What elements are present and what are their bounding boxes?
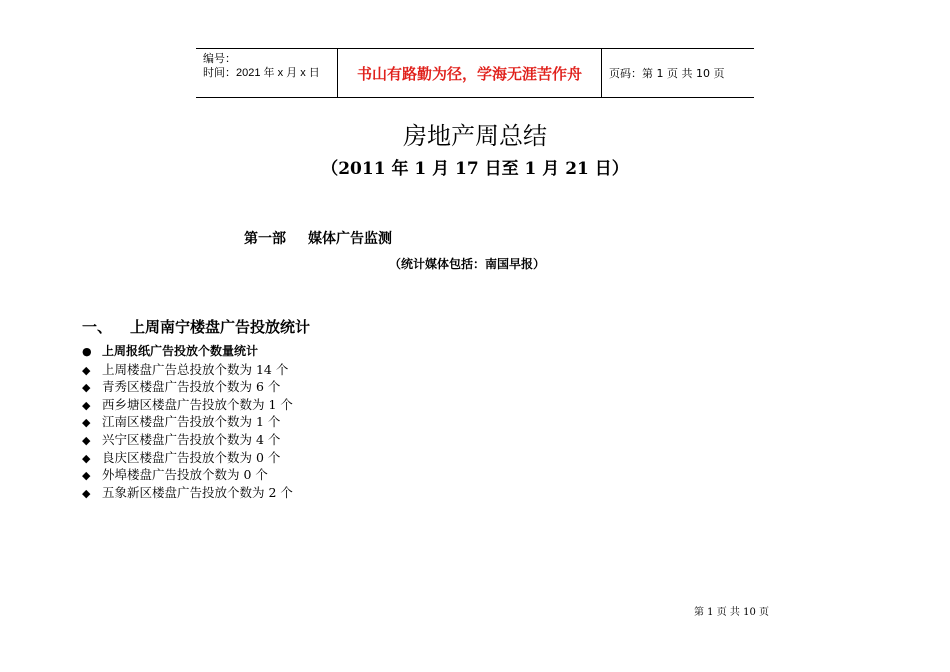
- diamond-bullet-icon: ◆: [82, 416, 91, 430]
- diamond-bullet-icon: ◆: [82, 363, 91, 377]
- section-heading: [82, 316, 310, 337]
- bullet-dot-icon: ●: [82, 345, 92, 358]
- header-meta-cell: [196, 49, 338, 97]
- list-item: [82, 484, 293, 502]
- diamond-bullet-icon: ◆: [82, 433, 91, 447]
- document-title: 房地产周总结: [403, 122, 547, 150]
- list-item-text: 上周楼盘广告总投放个数为 14 个: [102, 361, 289, 377]
- page-footer: 第 1 页 共 10 页: [694, 607, 769, 618]
- list-item-text: 外埠楼盘广告投放个数为 0 个: [102, 467, 268, 483]
- diamond-bullet-icon: ◆: [82, 451, 91, 465]
- number-label: 编号：: [203, 53, 236, 65]
- page-code-text: 页码：第 1 页 共 10 页: [609, 67, 725, 80]
- diamond-bullet-icon: ◆: [82, 469, 91, 483]
- document-subtitle: （2011 年 1 月 17 日至 1 月 21 日）: [321, 159, 629, 179]
- list-item: [82, 378, 293, 396]
- motto-cell: [338, 49, 602, 97]
- list-item-text: 良庆区楼盘广告投放个数为 0 个: [102, 449, 281, 465]
- list-item: [82, 431, 293, 449]
- time-label: 时间：2021 年 x 月 x 日: [203, 67, 320, 79]
- list-item-text: 江南区楼盘广告投放个数为 1 个: [102, 414, 281, 430]
- part-heading: [244, 228, 392, 248]
- list-item-text: 兴宁区楼盘广告投放个数为 4 个: [102, 431, 281, 447]
- stats-list: [82, 343, 293, 501]
- list-item: [82, 413, 293, 431]
- list-item-text: 五象新区楼盘广告投放个数为 2 个: [102, 484, 293, 500]
- section-number: 一、: [82, 318, 113, 336]
- page-code-cell: [602, 49, 754, 97]
- list-item: [82, 396, 293, 414]
- diamond-bullet-icon: ◆: [82, 398, 91, 412]
- part-label: 第一部: [244, 231, 286, 247]
- diamond-bullet-icon: ◆: [82, 381, 91, 395]
- header-table: [196, 48, 754, 98]
- list-item-text: 西乡塘区楼盘广告投放个数为 1 个: [102, 396, 293, 412]
- list-item-text: 青秀区楼盘广告投放个数为 6 个: [102, 379, 281, 395]
- section-title: 上周南宁楼盘广告投放统计: [130, 318, 311, 336]
- list-heading: [82, 343, 293, 361]
- media-note: （统计媒体包括：南国早报）: [389, 257, 546, 271]
- diamond-bullet-icon: ◆: [82, 486, 91, 500]
- part-name: 媒体广告监测: [308, 231, 392, 247]
- list-item: [82, 466, 293, 484]
- list-heading-text: 上周报纸广告投放个数量统计: [102, 344, 259, 358]
- list-item: [82, 449, 293, 467]
- motto-text: 书山有路勤为径，学海无涯苦作舟: [356, 64, 582, 83]
- list-item: [82, 361, 293, 379]
